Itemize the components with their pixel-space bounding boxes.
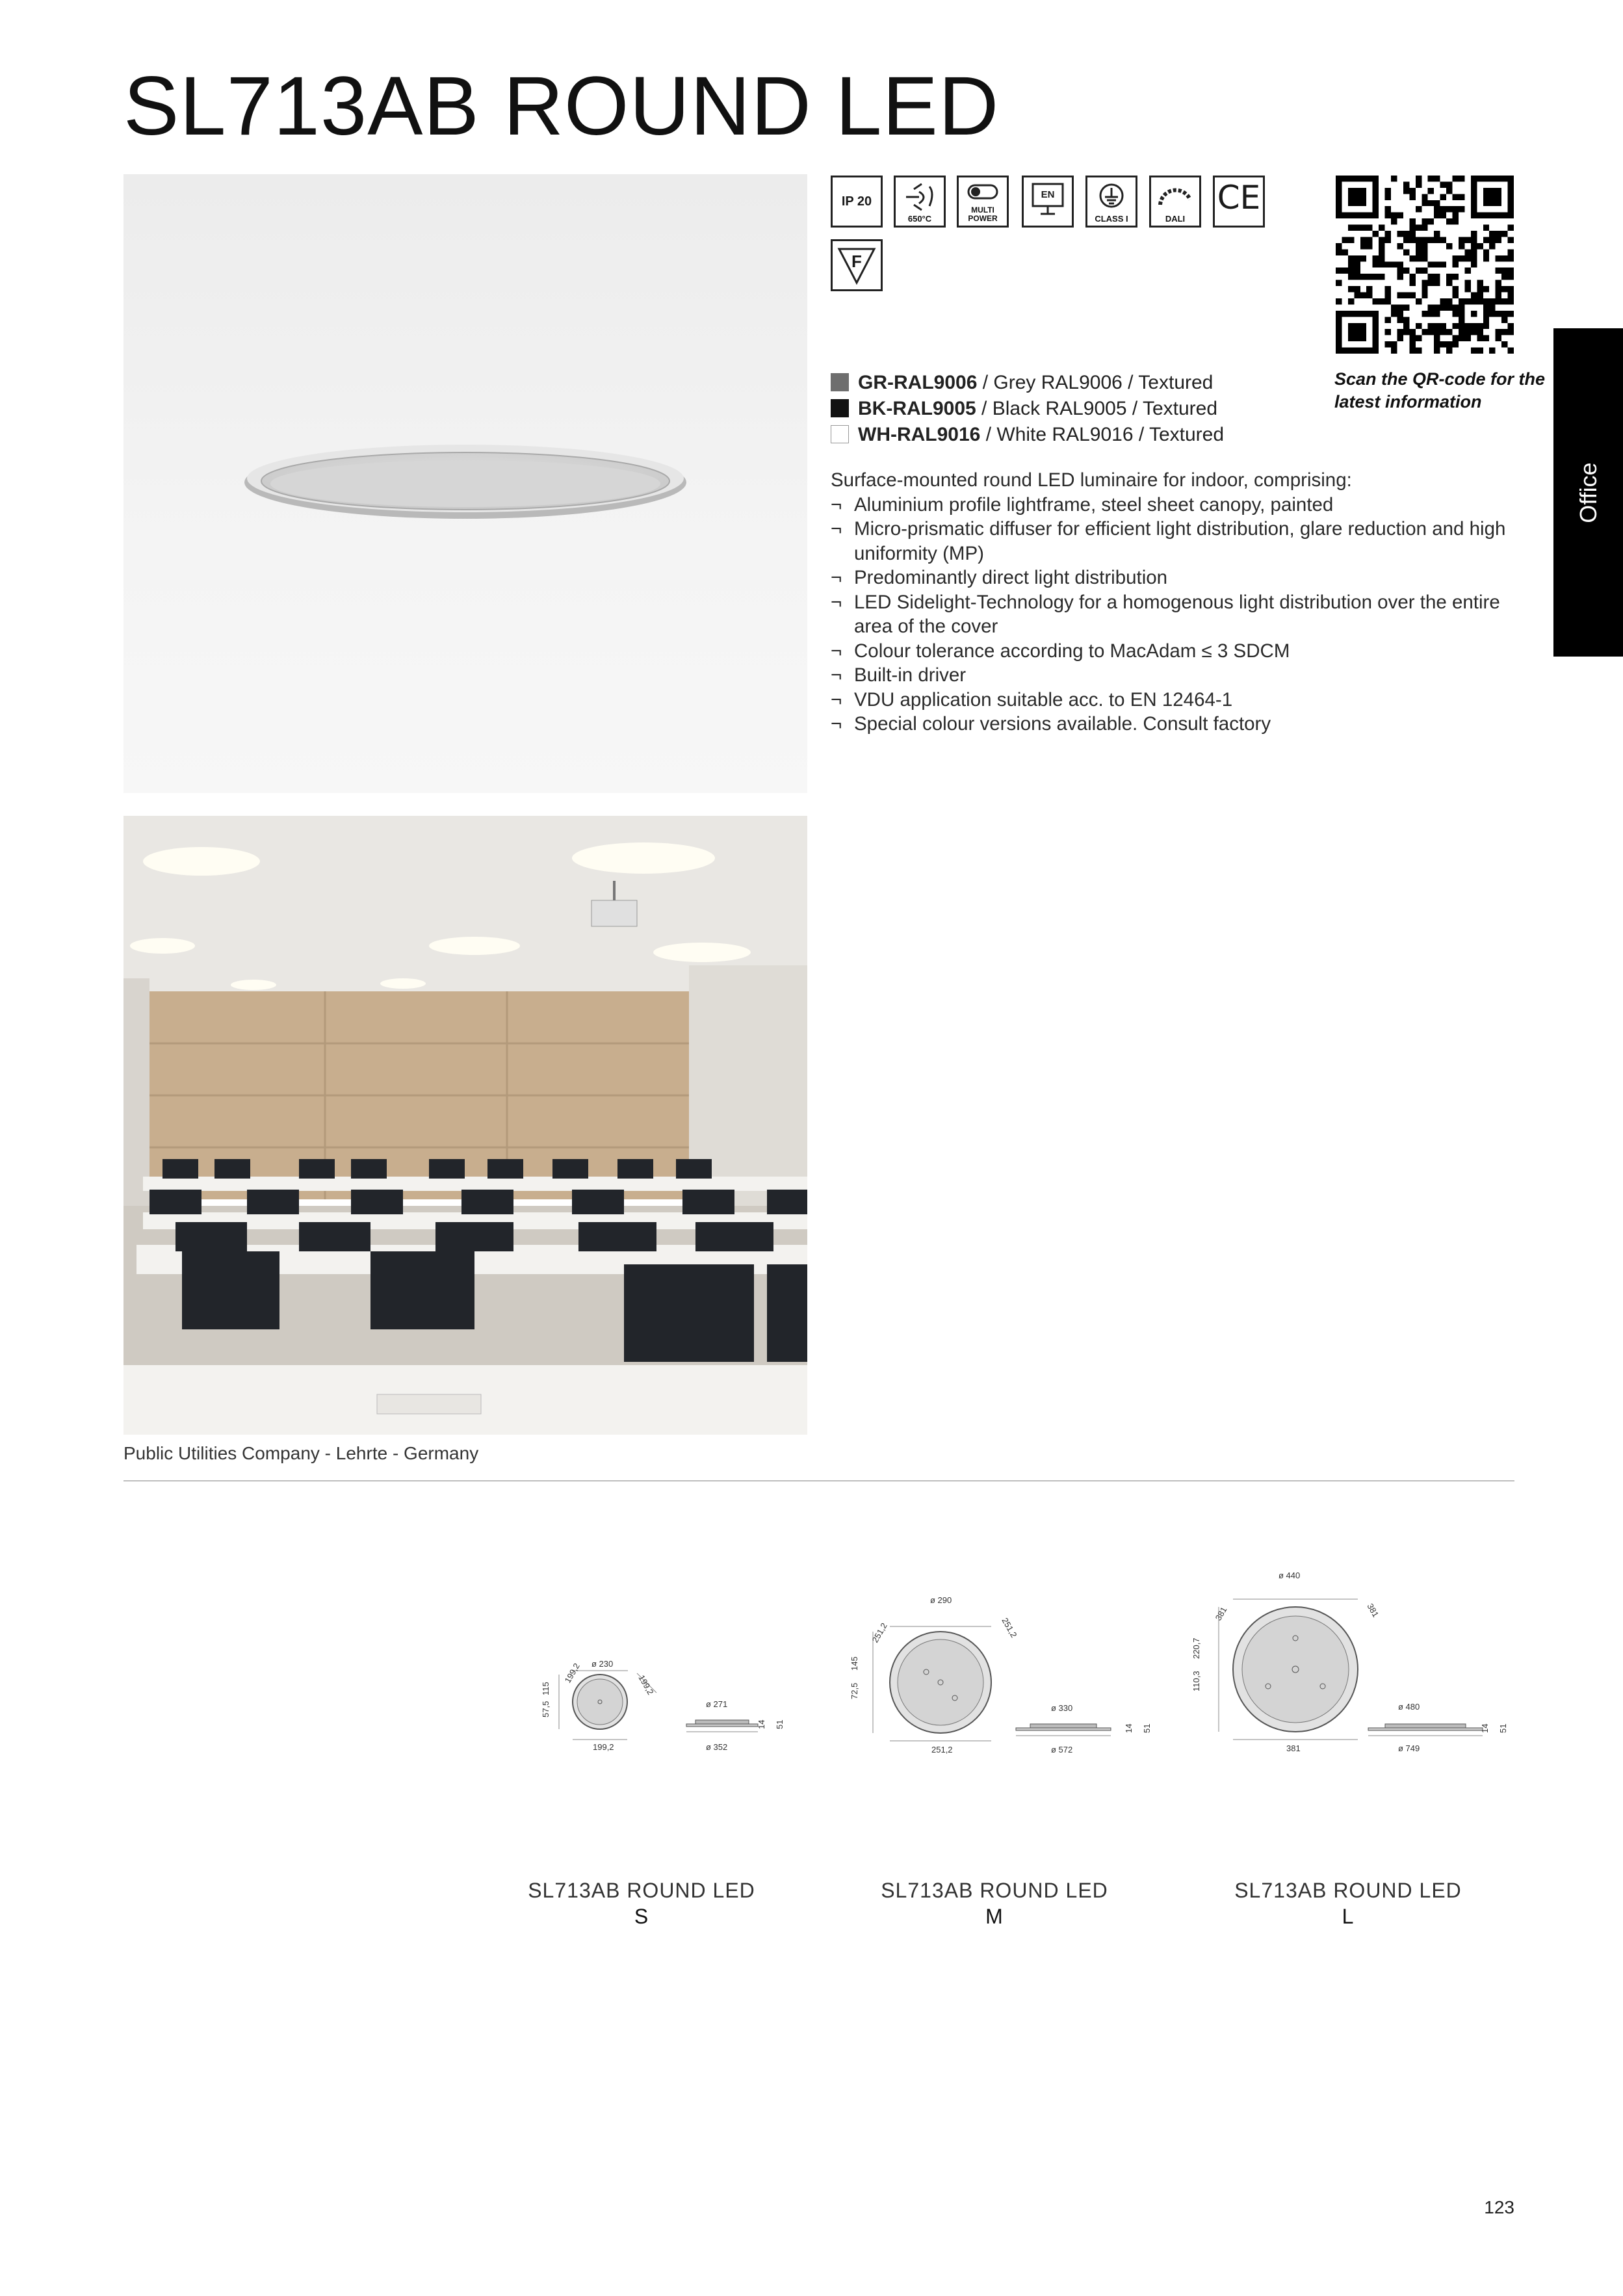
feature-list (831, 493, 1520, 737)
ce-mark-icon: CE (1213, 176, 1265, 228)
color-swatch (831, 399, 849, 417)
color-swatch (831, 425, 849, 443)
drawing-size-m (842, 1586, 1167, 1768)
feature-item: ¬ Predominantly direct light distribution (831, 566, 1520, 590)
product-description (831, 468, 1520, 737)
f-mark-icon: F (831, 239, 883, 291)
description-intro: Surface-mounted round LED luminaire for indoor, comprising: (831, 469, 1352, 491)
earth-ground-icon (1087, 179, 1136, 213)
dim-diagonal-right: 251,2 (1000, 1616, 1019, 1639)
variant-label-l (1212, 1877, 1485, 1929)
variant-size: L (1342, 1905, 1355, 1928)
dim-depth-a: 14 (1480, 1723, 1490, 1733)
feature-item: ¬ Special colour versions available. Consult factory (831, 712, 1520, 737)
dimming-arc-icon (1151, 179, 1199, 213)
ip20-icon: IP 20 (831, 176, 883, 228)
dim-side-diameter-bottom: ø 749 (1398, 1743, 1420, 1753)
feature-item: ¬ Aluminium profile lightframe, steel sheet canopy, painted (831, 493, 1520, 517)
luminaire-illustration (123, 174, 807, 793)
dim-side-diameter-bottom: ø 352 (706, 1742, 728, 1752)
seminar-room-illustration (123, 816, 807, 1435)
section-tab-office[interactable] (1553, 328, 1623, 657)
dim-width-bottom: 199,2 (593, 1742, 614, 1752)
variant-label-m (858, 1877, 1131, 1929)
color-option-white: WH-RAL9016 / White RAL9016 / Textured (831, 424, 1224, 446)
photo-caption: Public Utilities Company - Lehrte - Germany (123, 1443, 479, 1463)
glow-wire-icon: 650°C (894, 176, 946, 228)
qr-code-graphic (1336, 176, 1514, 354)
variant-name: SL713AB ROUND LED (1234, 1879, 1462, 1902)
color-swatch (831, 373, 849, 391)
feature-item: ¬ VDU application suitable acc. to EN 12464-1 (831, 688, 1520, 712)
dim-diagonal-right: 199,2 (636, 1673, 656, 1697)
variant-label-s (505, 1877, 778, 1929)
dim-side-diameter-bottom: ø 572 (1051, 1745, 1073, 1755)
feature-item: ¬ Colour tolerance according to MacAdam ≤ 3 SDCM (831, 639, 1520, 664)
dim-diagonal-right: 381 (1365, 1602, 1381, 1619)
dim-depth-b: 51 (1142, 1723, 1152, 1733)
en-standard-icon: EN (1022, 176, 1074, 228)
product-photo (123, 174, 807, 793)
dim-diagonal-left: 381 (1213, 1605, 1229, 1623)
dim-width-bottom: 381 (1286, 1743, 1301, 1753)
drawing-size-s (533, 1625, 806, 1768)
dim-depth-b: 51 (1498, 1723, 1508, 1733)
dim-depth-a: 14 (757, 1719, 766, 1729)
feature-item: ¬ Built-in driver (831, 663, 1520, 688)
variant-name: SL713AB ROUND LED (881, 1879, 1108, 1902)
dim-height-1: 110,3 (1191, 1671, 1201, 1691)
dim-side-diameter-top: ø 330 (1051, 1703, 1073, 1713)
flame-icon (896, 180, 944, 215)
toggle-icon (959, 180, 1007, 206)
divider (123, 1480, 1514, 1481)
qr-code[interactable] (1336, 176, 1514, 354)
dim-diagonal-left: 251,2 (870, 1621, 889, 1645)
dim-height-2: 115 (541, 1682, 551, 1695)
dim-height-1: 57,5 (541, 1701, 551, 1717)
variant-size: S (634, 1905, 649, 1928)
qr-caption: Scan the QR-code for the latest information (1334, 369, 1546, 411)
feature-item: ¬ Micro-prismatic diffuser for efficient light distribution, glare reduction and high uniformity (MP) (831, 517, 1520, 566)
section-tab-label: Office (1574, 462, 1602, 523)
variant-size: M (985, 1905, 1004, 1928)
dali-icon: DALI (1149, 176, 1201, 228)
dim-depth-b: 51 (775, 1719, 785, 1729)
dim-depth-a: 14 (1124, 1723, 1134, 1733)
class-i-icon: CLASS I (1085, 176, 1137, 228)
dim-height-1: 72,5 (850, 1682, 859, 1699)
dim-diameter-top: ø 230 (591, 1659, 614, 1669)
dim-diagonal-left: 199,2 (562, 1661, 582, 1685)
drawing-size-l (1180, 1567, 1518, 1768)
page-number: 123 (1484, 2197, 1514, 2217)
dim-side-diameter-top: ø 271 (706, 1699, 728, 1709)
multipower-icon: MULTI POWER (957, 176, 1009, 228)
installation-photo (123, 816, 807, 1435)
dim-diameter-top: ø 440 (1279, 1571, 1301, 1580)
dim-height-2: 220,7 (1191, 1637, 1201, 1659)
page-title: SL713AB ROUND LED (123, 60, 1000, 153)
dim-side-diameter-top: ø 480 (1398, 1702, 1420, 1712)
dim-diameter-top: ø 290 (930, 1595, 952, 1605)
dim-height-2: 145 (850, 1656, 859, 1671)
variant-name: SL713AB ROUND LED (528, 1879, 755, 1902)
feature-item: ¬ LED Sidelight-Technology for a homogenous light distribution over the entire area of the cover (831, 590, 1520, 639)
dim-width-bottom: 251,2 (931, 1745, 953, 1755)
color-option-grey: GR-RAL9006 / Grey RAL9006 / Textured (831, 372, 1213, 394)
monitor-icon (1024, 177, 1072, 226)
color-option-black: BK-RAL9005 / Black RAL9005 / Textured (831, 398, 1217, 420)
